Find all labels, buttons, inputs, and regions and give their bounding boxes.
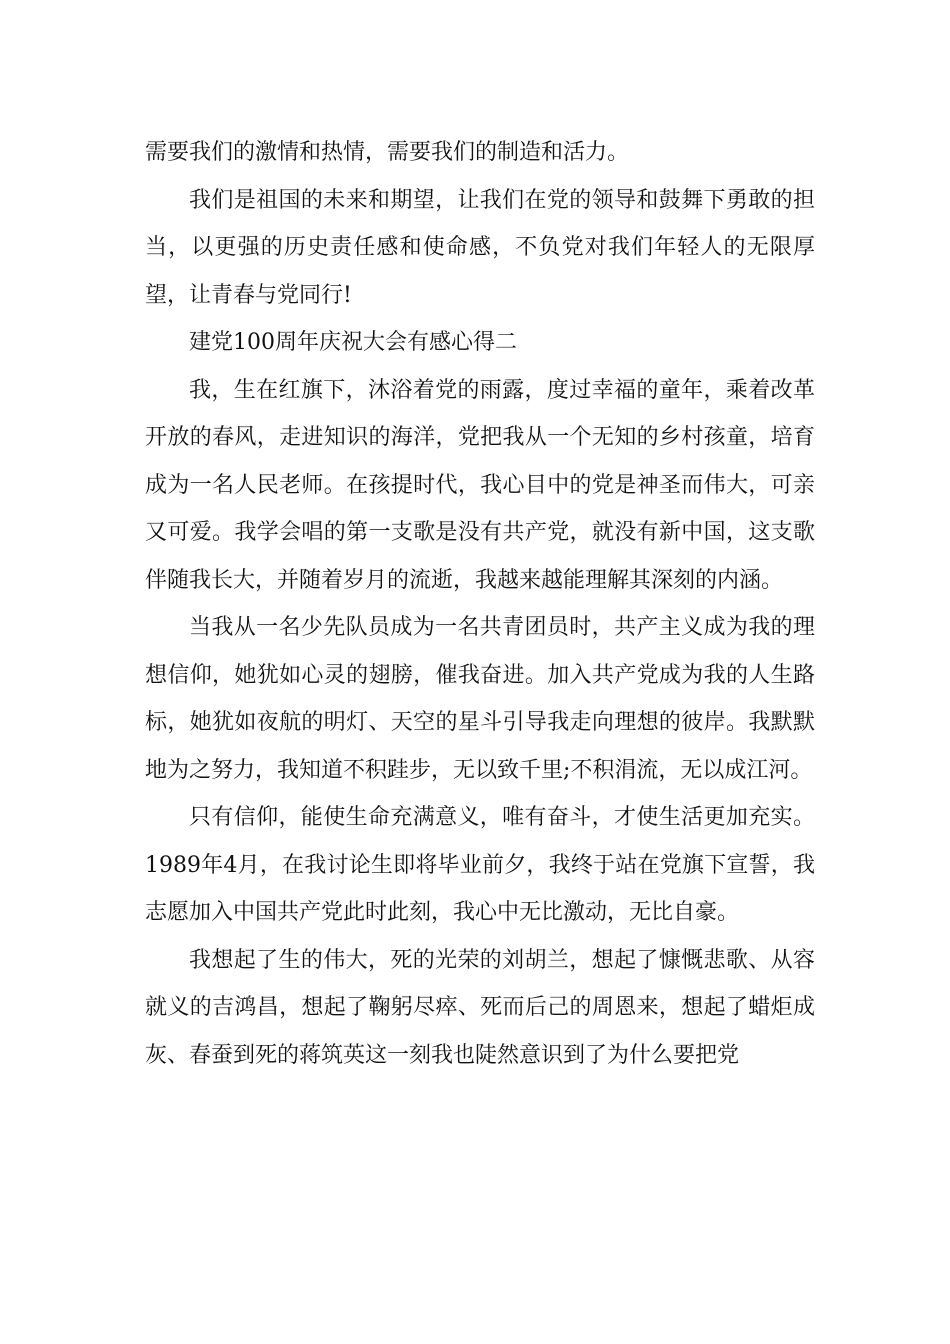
paragraph: 只有信仰，能使生命充满意义，唯有奋斗，才使生活更加充实。1989年4月，在我讨论生即将毕业前夕，我终于站在党旗下宣誓，我志愿加入中国共产党此时此刻，我心中无比激动，无比自豪。: [145, 805, 815, 925]
paragraph: 我想起了生的伟大，死的光荣的刘胡兰，想起了慷慨悲歌、从容就义的吉鸿昌，想起了鞠躬尽瘁、死而后己的周恩来，想起了蜡炬成灰、春蚕到死的蒋筑英这一刻我也陡然意识到了为什么要把党: [145, 947, 815, 1068]
paragraph: 我，生在红旗下，沐浴着党的雨露，度过幸福的童年，乘着改革开放的春风，走进知识的海洋，党把我从一个无知的乡村孩童，培育成为一名人民老师。在孩提时代，我心目中的党是神圣而伟大，可亲又可爱。我学会唱的第一支歌是没有共产党，就没有新中国，这支歌伴随我长大，并随着岁月的流逝，我越来越能理解其深刻的内涵。: [145, 377, 815, 593]
paragraph: 我们是祖国的未来和期望，让我们在党的领导和鼓舞下勇敢的担当，以更强的历史责任感和使命感，不负党对我们年轻人的无限厚望，让青春与党同行!: [145, 187, 815, 308]
section-heading: 建党100周年庆祝大会有感心得二: [189, 330, 517, 355]
paragraph-continuation: 需要我们的激情和热情，需要我们的制造和活力。: [145, 140, 630, 165]
paragraph: 当我从一名少先队员成为一名共青团员时，共产主义成为我的理想信仰，她犹如心灵的翅膀，催我奋进。加入共产党成为我的人生路标，她犹如夜航的明灯、天空的星斗引导我走向理想的彼岸。我默默地为之努力，我知道不积跬步，无以致千里;不积涓流，无以成江河。: [145, 615, 815, 783]
document-body: [145, 129, 815, 1079]
